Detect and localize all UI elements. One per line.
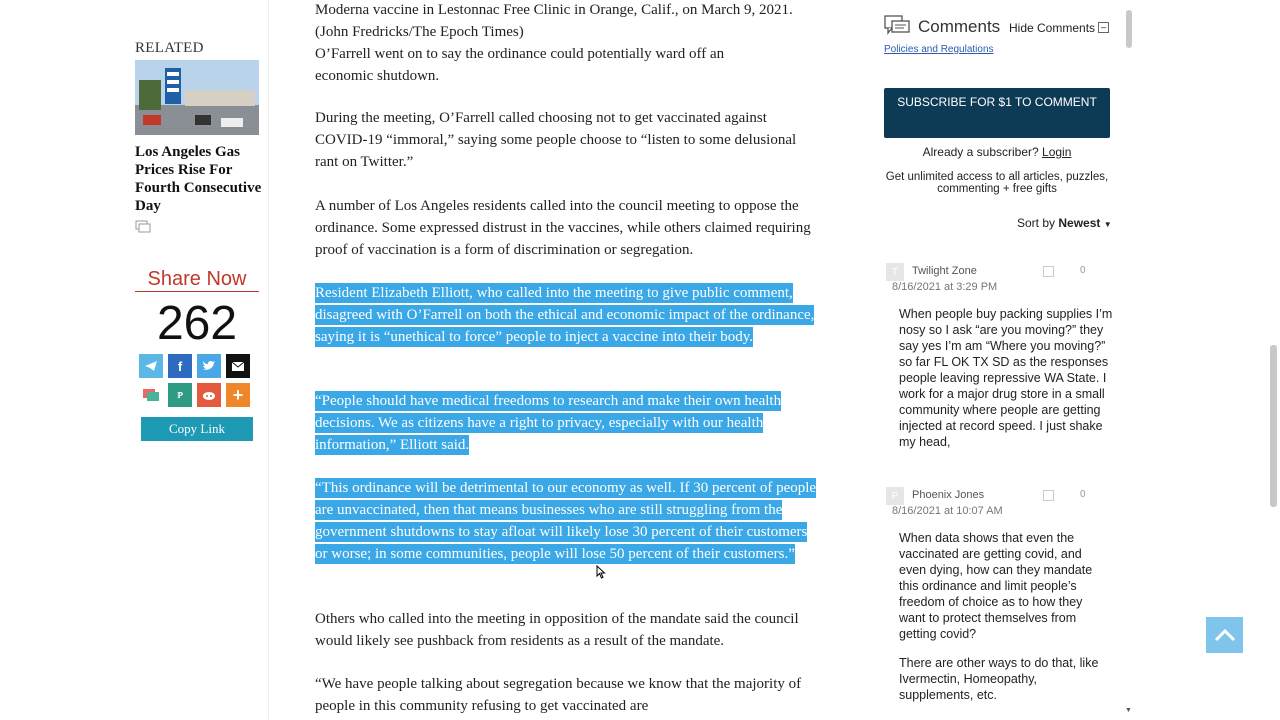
- back-to-top-button[interactable]: [1206, 617, 1243, 653]
- comment-author: Phoenix Jones: [912, 489, 985, 501]
- paragraph-highlighted: [315, 477, 820, 565]
- image-caption: Moderna vaccine in Lestonnac Free Clinic in Orange, Calif., on March 9, 2021. (John Fredricks/The Epoch Times): [315, 2, 793, 40]
- subscribe-button[interactable]: SUBSCRIBE FOR $1 TO COMMENT: [884, 88, 1110, 138]
- comment-text: When people buy packing supplies I’m nosy so I ask “are you moving?” they say yes I’m am “Where you moving?” so far FL OK TX SD as the responses people leaving repressive WA State. I work for a major drug store in a small community where people are getting injected at record speed. I just shake my head,: [899, 307, 1113, 449]
- comment-author: Twilight Zone: [912, 265, 977, 277]
- unlimited-access-text: Get unlimited access to all articles, puzzles, commenting + free gifts: [885, 171, 1109, 195]
- telegram-icon[interactable]: [139, 354, 163, 378]
- chevron-up-icon: [1214, 628, 1236, 642]
- page-scrollbar-thumb[interactable]: [1270, 345, 1277, 507]
- twitter-icon[interactable]: [197, 354, 221, 378]
- facebook-icon[interactable]: f: [168, 354, 192, 378]
- scroll-down-arrow-icon[interactable]: ▼: [1125, 707, 1132, 714]
- chevron-down-icon: ▼: [1103, 220, 1112, 229]
- collapse-comment-icon[interactable]: [1043, 266, 1054, 277]
- related-label: RELATED: [135, 40, 204, 56]
- comments-scrollbar[interactable]: [1124, 5, 1134, 715]
- already-subscriber-text: Already a subscriber?: [922, 145, 1039, 159]
- paragraph-highlighted: [315, 390, 820, 456]
- avatar: T: [886, 263, 904, 281]
- paragraph: Others who called into the meeting in opposition of the mandate said the council would likely see pushback from residents as a result of the mandate.: [315, 611, 799, 649]
- selected-text: “This ordinance will be detrimental to our economy as well. If 30 percent of people are unvaccinated, then that means businesses who are still struggling from the government shutdowns to stay afloat will likely lose 30 percent of their customers or worse; in some communities, people will lose 50 percent of their customers.”: [315, 480, 817, 562]
- already-subscriber: [884, 145, 1110, 159]
- paragraph-highlighted: [315, 282, 820, 348]
- related-thumbnail[interactable]: [135, 60, 259, 135]
- related-article-title[interactable]: Los Angeles Gas Prices Rise For Fourth Consecutive Day: [135, 144, 262, 214]
- like-count: 0: [1080, 265, 1086, 276]
- copy-link-button[interactable]: Copy Link: [141, 417, 253, 441]
- comment-text: There are other ways to do that, like Ivermectin, Homeopathy, supplements, etc.: [899, 656, 1099, 702]
- sort-value[interactable]: Newest: [1058, 216, 1101, 230]
- comment-date: 8/16/2021 at 10:07 AM: [892, 505, 1003, 517]
- login-link[interactable]: Login: [1042, 145, 1072, 159]
- collapse-icon[interactable]: –: [1098, 22, 1109, 33]
- selected-text: Resident Elizabeth Elliott, who called into the meeting to give public comment, disagreed with O’Farrell on both the ethical and economic impact of the ordinance, saying it is “unethical to force” people to inject a vaccine into their body.: [315, 285, 815, 345]
- sort-label: Sort by: [1017, 216, 1056, 230]
- gettr-icon[interactable]: [139, 383, 163, 407]
- paragraph: During the meeting, O’Farrell called choosing not to get vaccinated against COVID-19 “immoral,” saying some people choose to “listen to some delusional rant on Twitter.”: [315, 110, 797, 170]
- reddit-icon[interactable]: [197, 383, 221, 407]
- comment-icon[interactable]: [135, 220, 151, 234]
- mouse-cursor-icon: [596, 565, 606, 584]
- comments-scrollbar-thumb[interactable]: [1126, 10, 1132, 48]
- like-count: 0: [1080, 489, 1086, 500]
- more-icon[interactable]: +: [226, 383, 250, 407]
- avatar: P: [886, 487, 904, 505]
- selected-text: “People should have medical freedoms to research and make their own health decisions. We as citizens have a right to privacy, especially with our health information,” Elliott said.: [315, 393, 782, 453]
- comments-icon: [884, 15, 910, 42]
- paragraph: O’Farrell went on to say the ordinance could potentially ward off an economic shutdown.: [315, 46, 725, 84]
- paragraph: A number of Los Angeles residents called into the council meeting to oppose the ordinance. Some expressed distrust in the vaccines, while others claimed requiring proof of vaccination is a form of discrimination or segregation.: [315, 198, 811, 258]
- policies-link[interactable]: Policies and Regulations: [884, 44, 994, 55]
- parler-icon[interactable]: ℙ: [168, 383, 192, 407]
- comment-text: When data shows that even the vaccinated are getting covid, and even dying, how can they mandate this ordinance and limit people’s freedom of choice as to how they want to protect themselves from getting covid?: [899, 531, 1093, 641]
- share-count: 262: [156, 297, 238, 350]
- comments-title: Comments: [918, 17, 1001, 36]
- collapse-comment-icon[interactable]: [1043, 490, 1054, 501]
- sort-control[interactable]: [1017, 216, 1112, 230]
- hide-comments-button[interactable]: Hide Comments: [1009, 21, 1096, 35]
- paragraph: “We have people talking about segregation because we know that the majority of people in this community refusing to get vaccinated are: [315, 676, 802, 714]
- share-divider: [135, 291, 259, 292]
- email-icon[interactable]: [226, 354, 250, 378]
- comment-date: 8/16/2021 at 3:29 PM: [892, 281, 998, 293]
- share-now-heading: Share Now: [147, 268, 247, 290]
